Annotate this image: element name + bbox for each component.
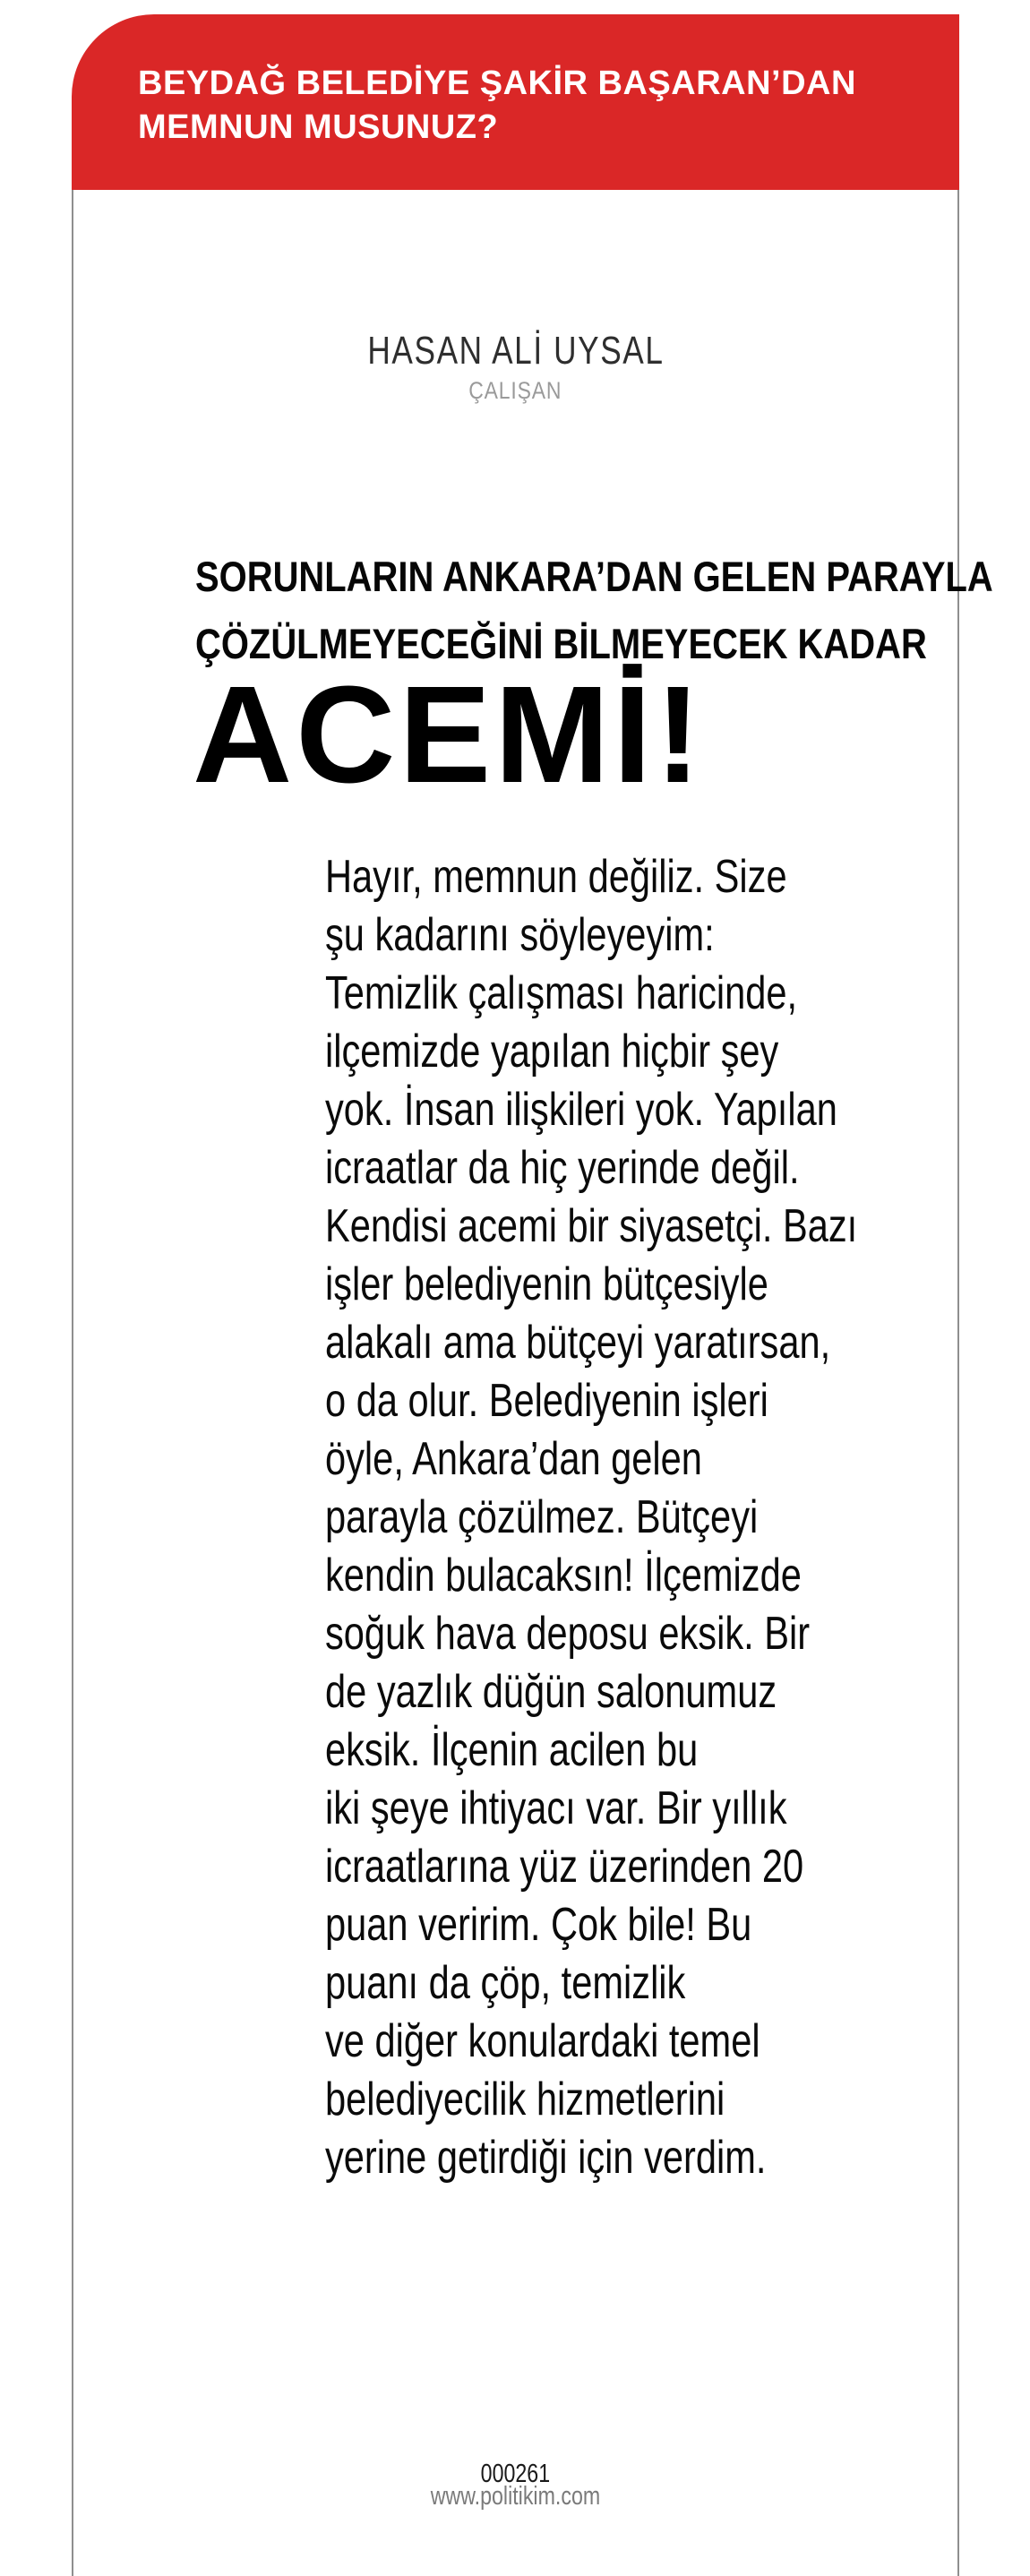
headline-line-1: SORUNLARIN ANKARA’DAN GELEN PARAYLA [195,553,993,600]
quote-line: soğuk hava deposu eksik. Bir [325,1608,811,1660]
quote-line: işler belediyenin bütçesiyle [325,1258,768,1310]
respondent-name-text: HASAN ALİ UYSAL [366,329,665,373]
respondent-role-text: ÇALIŞAN [468,377,562,404]
footer-website-text: www.politikim.com [430,2482,601,2511]
quote-line: şu kadarını söyleyeyim: [325,909,715,961]
quote-line: iki şeye ihtiyacı var. Bir yıllık [325,1782,787,1834]
quote-line: alakalı ama bütçeyi yaratırsan, [325,1317,831,1369]
quote-line: parayla çözülmez. Bütçeyi [325,1491,759,1543]
question-line-2: MEMNUN MUSUNUZ? [138,108,499,146]
quote-line: icraatlarına yüz üzerinden 20 [325,1841,804,1893]
quote-line: Temizlik çalışması haricinde, [325,967,798,1019]
quote-line: puanı da çöp, temizlik [325,1957,686,2009]
quote-line: puan veririm. Çok bile! Bu [325,1899,752,1951]
question-line-1: BEYDAĞ BELEDİYE ŞAKİR BAŞARAN’DAN [138,64,856,102]
footer-website [72,2483,959,2510]
footer-record-number-text: 000261 [480,2460,551,2488]
quote-line: öyle, Ankara’dan gelen [325,1433,702,1485]
respondent-name [72,331,959,371]
quote-line: yok. İnsan ilişkileri yok. Yapılan [325,1084,837,1136]
quote-line: ilçemizde yapılan hiçbir şey [325,1026,779,1078]
question-banner [72,14,959,190]
quote-line: belediyecilik hizmetlerini [325,2074,725,2125]
quote-line: yerine getirdiği için verdim. [325,2132,767,2184]
quote-line: de yazlık düğün salonumuz [325,1666,777,1718]
quote-line: Hayır, memnun değiliz. Size [325,851,787,903]
quote-line: kendin bulacaksın! İlçemizde [325,1550,802,1601]
quote-line: icraatlar da hiç yerinde değil. [325,1142,800,1194]
quote-line: ve diğer konulardaki temel [325,2015,760,2067]
headline-emphasis: ACEMİ! [193,657,705,811]
quote-body [325,848,941,2187]
quote-line: o da olur. Belediyenin işleri [325,1375,768,1427]
headline-line-2: ÇÖZÜLMEYECEĞİNİ BİLMEYECEK KADAR [195,620,927,667]
quote-line: eksik. İlçenin acilen bu [325,1724,699,1776]
respondent-role [72,379,959,403]
quote-line: Kendisi acemi bir siyasetçi. Bazı [325,1200,858,1252]
